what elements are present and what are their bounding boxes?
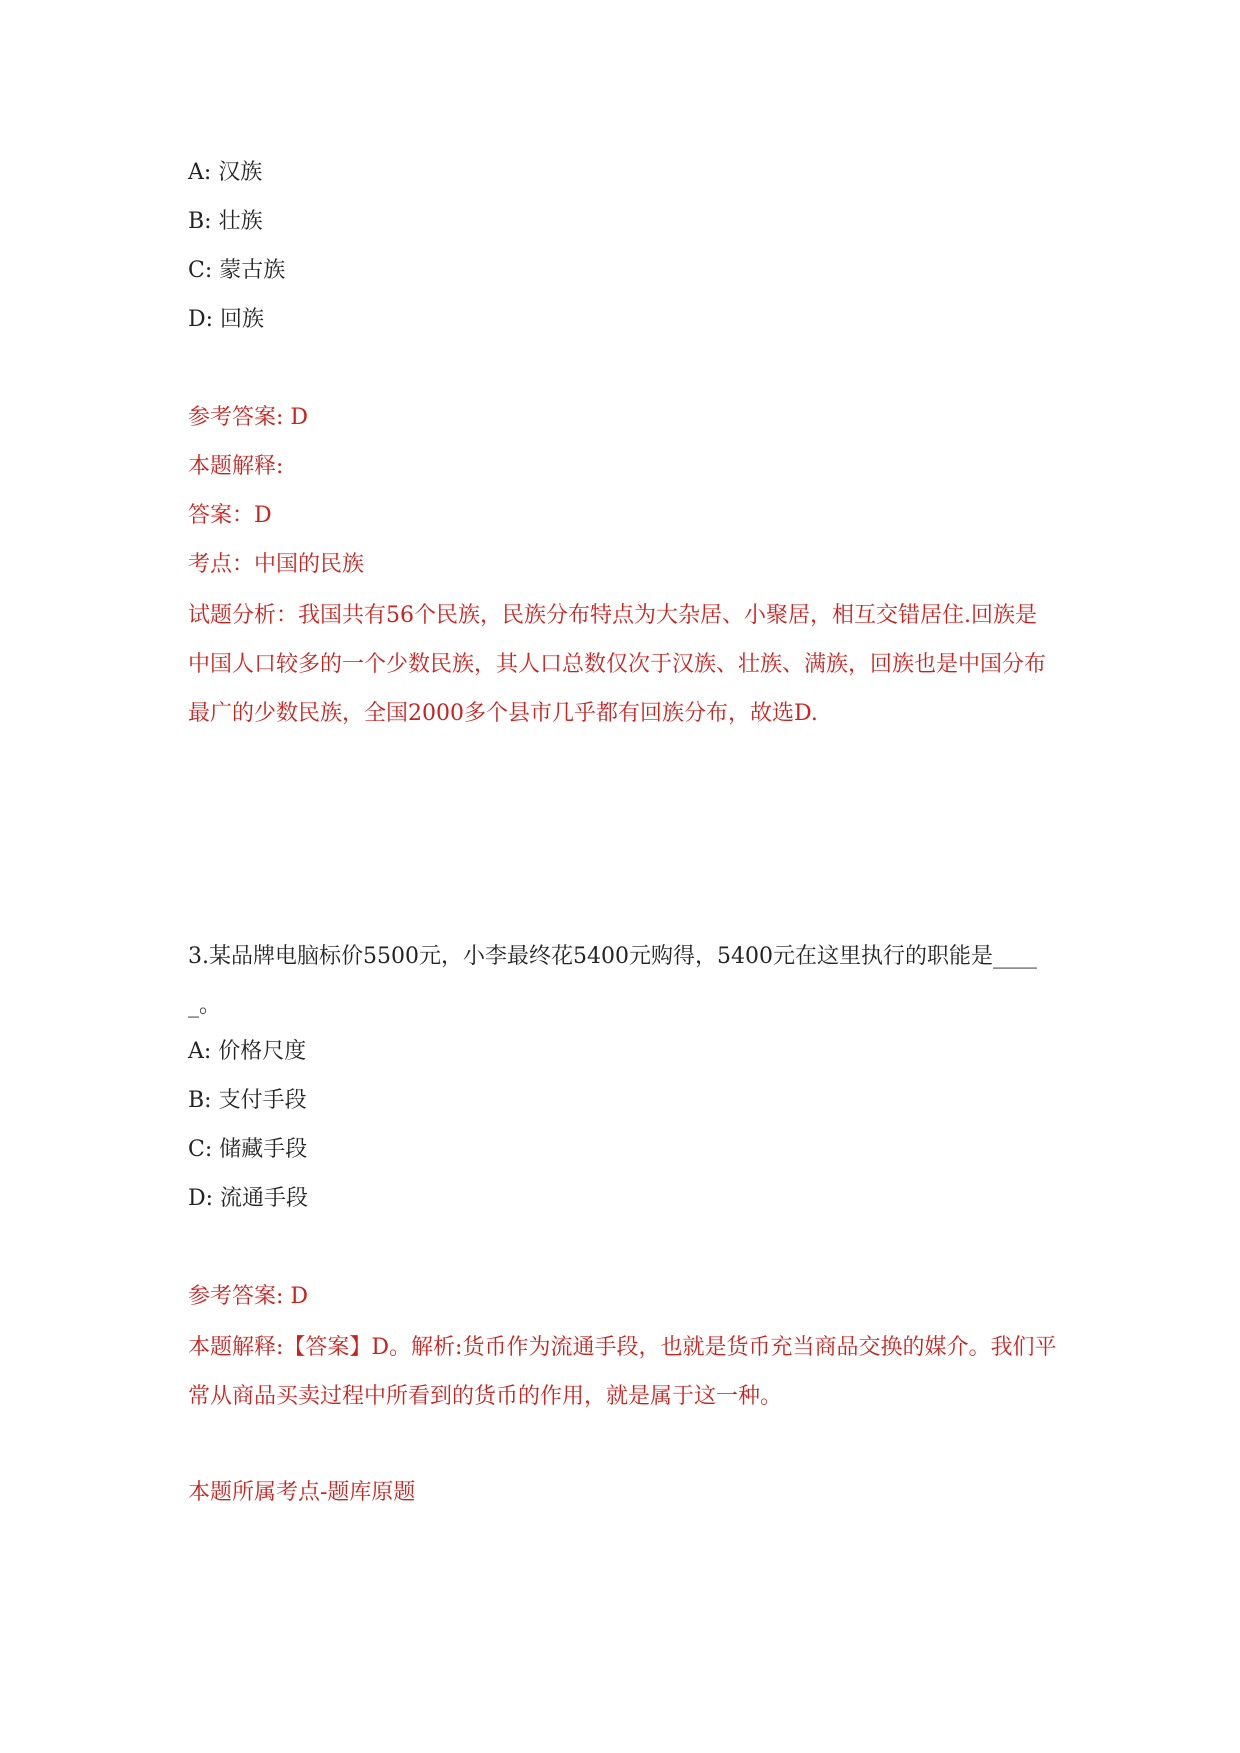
q2-option-b: B: 壮族 <box>188 209 263 234</box>
q2-analysis: 试题分析：我国共有56个民族，民族分布特点为大杂居、小聚居，相互交错居住.回族是中国人口较多的一个少数民族，其人口总数仅次于汉族、壮族、满族，回族也是中国分布最广的少数民族，全国2000多个县市几乎都有回族分布，故选D. <box>188 603 1047 726</box>
q2-option-d: D: 回族 <box>188 307 265 332</box>
q3-option-d: D: 流通手段 <box>188 1186 309 1211</box>
q3-explanation: 本题解释:【答案】D。解析:货币作为流通手段，也就是货币充当商品交换的媒介。我们平常从商品买卖过程中所看到的货币的作用，就是属于这一种。 <box>188 1335 1057 1409</box>
q2-reference-answer: 参考答案: D <box>188 405 309 430</box>
q3-option-c: C: 储藏手段 <box>188 1137 308 1162</box>
q3-stem: 3.某品牌电脑标价5500元，小李最终花5400元购得，5400元在这里执行的职能是_____。 <box>188 944 1037 1018</box>
q2-explanation-label: 本题解释: <box>188 454 284 479</box>
q3-reference-answer: 参考答案: D <box>188 1284 309 1309</box>
q2-option-a: A: 汉族 <box>188 160 263 185</box>
q2-answer: 答案：D <box>188 503 272 528</box>
q3-option-b: B: 支付手段 <box>188 1088 307 1113</box>
q3-category: 本题所属考点-题库原题 <box>188 1480 416 1505</box>
q3-option-a: A: 价格尺度 <box>188 1039 307 1064</box>
q2-knowledge-point: 考点：中国的民族 <box>188 552 365 577</box>
q2-option-c: C: 蒙古族 <box>188 258 286 283</box>
